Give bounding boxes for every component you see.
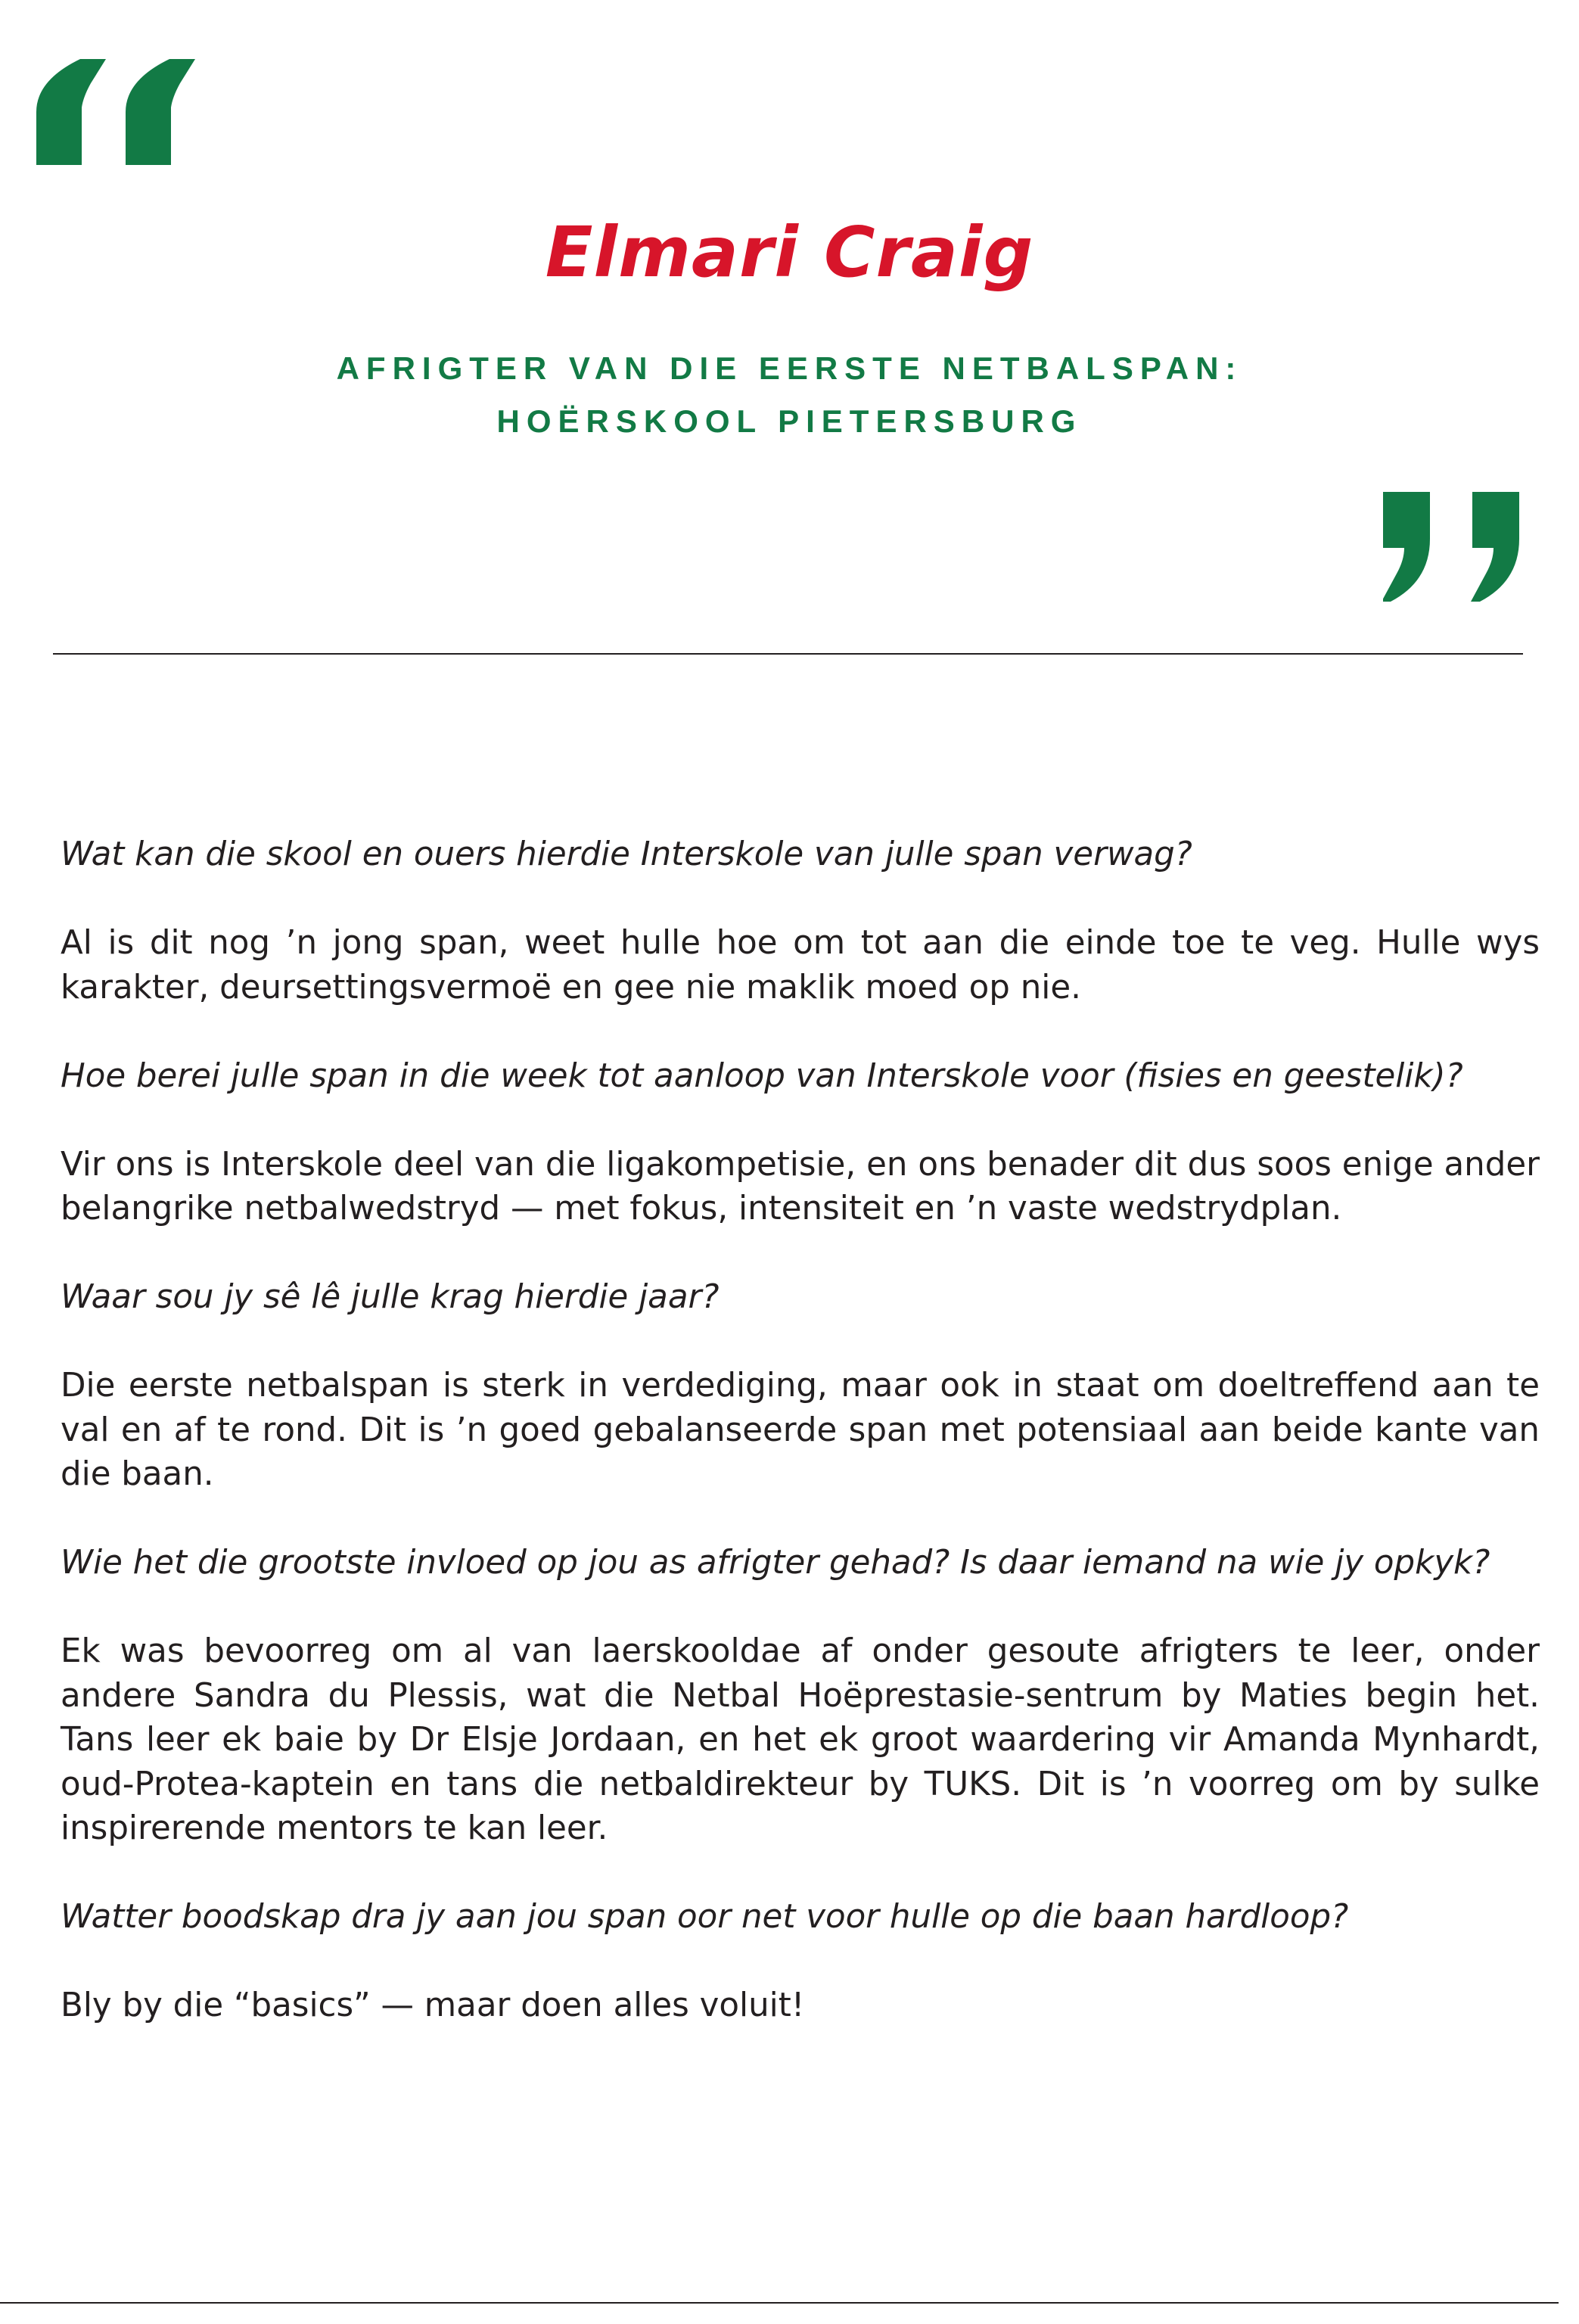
question-5: Watter boodskap dra jy aan jou span oor net voor hulle op die baan hardloop? [61, 1898, 1349, 1936]
answer-3: Die eerste netbalspan is sterk in verdediging, maar ook in staat om doeltreffend aan te val en af te rond. Dit is ’n goed gebalanseerde span met potensiaal aan beide kante van die baan. [61, 1367, 1540, 1493]
footer-divider [0, 2302, 1559, 2304]
role-line-2: HOËRSKOOL PIETERSBURG [496, 403, 1083, 439]
answer-1: Al is dit nog ’n jong span, weet hulle hoe om tot aan die einde toe te veg. Hulle wys karakter, deursettingsvermoë en gee nie maklik moed op nie. [61, 924, 1540, 1006]
interview [61, 832, 1540, 2072]
question-3: Waar sou jy sê lê julle krag hierdie jaar? [61, 1278, 720, 1316]
answer-4: Ek was bevoorreg om al van laerskooldae af onder gesoute afrigters te leer, onder andere Sandra du Plessis, wat die Netbal Hoëprestasie-sentrum by Maties begin het. Tans leer ek baie by Dr Elsje Jordaan, en het ek groot waardering vir Amanda Mynhardt, oud-Protea-kaptein en tans die netbaldirekteur by TUKS. Dit is ’n voorreg om by sulke inspirerende mentors te kan leer. [61, 1632, 1540, 1847]
person-role [0, 342, 1579, 448]
answer-5: Bly by die “basics” — maar doen alles voluit! [61, 1986, 805, 2024]
question-2: Hoe berei julle span in die week tot aanloop van Interskole voor (fisies en geestelik)? [61, 1056, 1463, 1095]
person-name: Elmari Craig [545, 212, 1034, 293]
question-4: Wie het die grootste invloed op jou as afrigter gehad? Is daar iemand na wie jy opkyk? [61, 1544, 1490, 1582]
question-1: Wat kan die skool en ouers hierdie Interskole van julle span verwag? [61, 835, 1192, 873]
quote-close-icon [1383, 492, 1542, 602]
quote-open-icon [36, 59, 195, 165]
answer-2: Vir ons is Interskole deel van die ligakompetisie, en ons benader dit dus soos enige ander belangrike netbalwedstryd — met fokus, intensiteit en ’n vaste wedstrydplan. [61, 1145, 1540, 1227]
header-divider [53, 653, 1523, 655]
role-line-1: AFRIGTER VAN DIE EERSTE NETBALSPAN: [336, 350, 1243, 386]
